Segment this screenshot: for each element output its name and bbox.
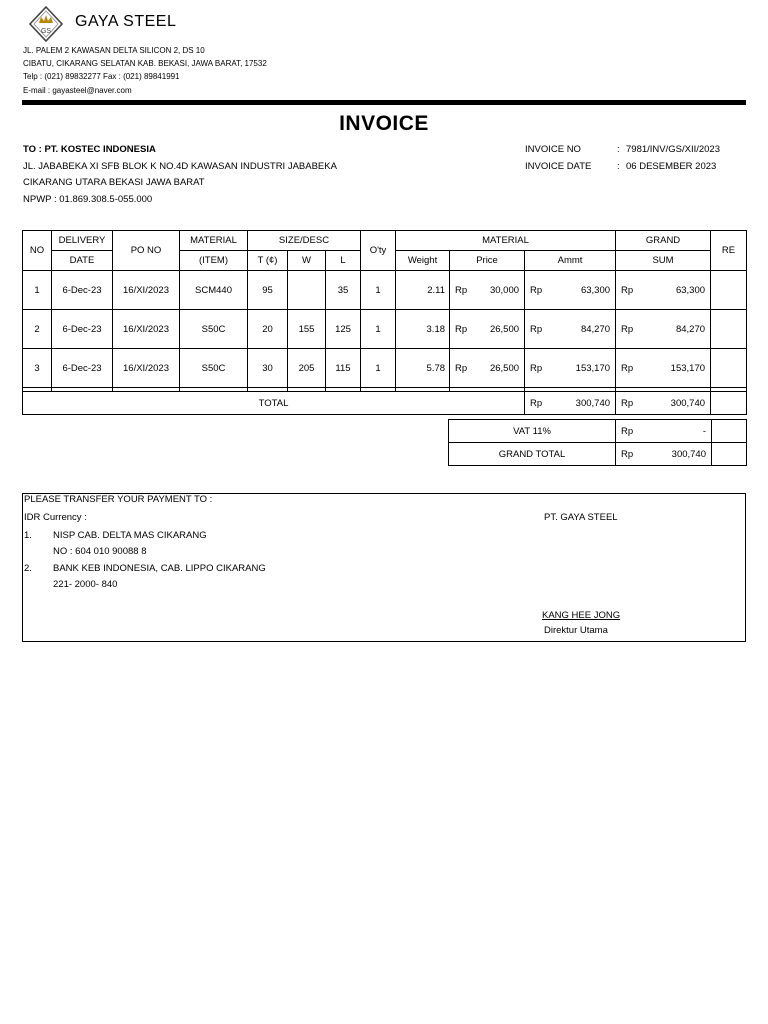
currency-label: Rp (530, 362, 543, 374)
row-item: S50C (180, 310, 248, 349)
row-t: 95 (248, 271, 288, 310)
row-re (711, 310, 747, 349)
bank1-account: NO : 604 010 90088 8 (53, 546, 147, 557)
row-price: 30,000 (489, 284, 520, 296)
header-delivery: DELIVERY (52, 231, 113, 251)
row-sum-cell (616, 349, 711, 388)
header-material: MATERIAL (180, 231, 248, 251)
total-ammt-cell (525, 392, 616, 415)
total-sum: 300,740 (670, 397, 706, 409)
vat-value: - (702, 425, 706, 437)
total-label: TOTAL (23, 392, 525, 415)
table-row (23, 271, 747, 310)
row-qty: 1 (361, 310, 396, 349)
header-size-desc: SIZE/DESC (248, 231, 361, 251)
row-price-cell (450, 310, 525, 349)
currency-label: Rp (621, 448, 634, 460)
row-qty: 1 (361, 271, 396, 310)
recipient-address-1: JL. JABABEKA XI SFB BLOK K NO.4D KAWASAN INDUSTRI JABABEKA (23, 160, 337, 172)
header-divider (22, 100, 746, 105)
row-w: 155 (288, 310, 326, 349)
header-w: W (288, 251, 326, 271)
header-no: NO (23, 231, 52, 271)
row-price: 26,500 (489, 323, 520, 335)
colon: : (617, 160, 620, 172)
invoice-no-label: INVOICE NO (525, 144, 581, 155)
total-re (711, 392, 747, 415)
currency-label: Rp (621, 425, 634, 437)
currency-label: Rp (621, 323, 634, 335)
header-weight: Weight (396, 251, 450, 271)
row-date: 6-Dec-23 (52, 310, 113, 349)
grand-total-row (449, 443, 747, 466)
row-price-cell (450, 349, 525, 388)
currency-label: Rp (455, 284, 468, 296)
row-weight: 3.18 (396, 310, 450, 349)
total-ammt: 300,740 (575, 397, 611, 409)
header-price: Price (450, 251, 525, 271)
payee-company: PT. GAYA STEEL (544, 512, 618, 523)
row-sum: 84,270 (675, 323, 706, 335)
total-row (23, 392, 747, 415)
row-sum-cell (616, 271, 711, 310)
row-po: 16/XI/2023 (113, 349, 180, 388)
recipient-address-2: CIKARANG UTARA BEKASI JAWA BARAT (23, 177, 205, 188)
currency-label: Rp (455, 323, 468, 335)
currency-label: Rp (530, 323, 543, 335)
page-title: INVOICE (339, 112, 429, 135)
row-sum: 153,170 (670, 362, 706, 374)
row-date: 6-Dec-23 (52, 271, 113, 310)
header-ammt: Ammt (525, 251, 616, 271)
recipient-npwp: NPWP : 01.869.308.5-055.000 (23, 193, 153, 205)
row-sum: 63,300 (675, 284, 706, 296)
address-line-1: JL. PALEM 2 KAWASAN DELTA SILICON 2, DS 10 (23, 46, 205, 55)
row-ammt-cell (525, 349, 616, 388)
vat-blank (712, 420, 747, 443)
currency-label: Rp (530, 284, 543, 296)
row-item: S50C (180, 349, 248, 388)
row-t: 30 (248, 349, 288, 388)
vat-value-cell (616, 420, 712, 443)
company-logo-icon (28, 6, 64, 42)
logo-text: GS (40, 28, 52, 35)
header-sum: SUM (616, 251, 711, 271)
company-name: GAYA STEEL (75, 13, 177, 30)
header-qty: O'ty (361, 231, 396, 271)
header-date: DATE (52, 251, 113, 271)
invoice-date-label: INVOICE DATE (525, 160, 592, 172)
row-l: 125 (326, 310, 361, 349)
row-qty: 1 (361, 349, 396, 388)
header-item: (ITEM) (180, 251, 248, 271)
grand-total-label: GRAND TOTAL (449, 443, 616, 466)
signer-name: KANG HEE JONG (542, 610, 621, 621)
bank1-number: 1. (24, 530, 32, 541)
vat-label: VAT 11% (449, 420, 616, 443)
signer-title: Direktur Utama (544, 625, 608, 636)
currency-label: Rp (621, 284, 634, 296)
colon: : (617, 144, 620, 155)
header-re: RE (711, 231, 747, 271)
row-po: 16/XI/2023 (113, 310, 180, 349)
recipient-block (23, 142, 337, 208)
bank2-number: 2. (24, 563, 32, 574)
items-table (22, 230, 747, 415)
header-t: T (¢) (248, 251, 288, 271)
row-no: 1 (23, 271, 52, 310)
total-sum-cell (616, 392, 711, 415)
row-no: 3 (23, 349, 52, 388)
row-w: 205 (288, 349, 326, 388)
payment-heading: PLEASE TRANSFER YOUR PAYMENT TO : (24, 494, 213, 505)
row-t: 20 (248, 310, 288, 349)
row-po: 16/XI/2023 (113, 271, 180, 310)
row-ammt: 153,170 (575, 362, 611, 374)
table-row (23, 349, 747, 388)
row-w (288, 271, 326, 310)
currency-label: Rp (530, 397, 543, 409)
row-item: SCM440 (180, 271, 248, 310)
summary-table (448, 419, 747, 466)
row-weight: 5.78 (396, 349, 450, 388)
row-weight: 2.11 (396, 271, 450, 310)
table-row (23, 310, 747, 349)
vat-row (449, 420, 747, 443)
grand-total-blank (712, 443, 747, 466)
row-re (711, 271, 747, 310)
invoice-no-value: 7981/INV/GS/XII/2023 (626, 144, 721, 155)
invoice-date-value: 06 DESEMBER 2023 (626, 160, 717, 172)
row-price-cell (450, 271, 525, 310)
bank2-name: BANK KEB INDONESIA, CAB. LIPPO CIKARANG (53, 563, 266, 574)
row-ammt-cell (525, 310, 616, 349)
recipient-name: TO : PT. KOSTEC INDONESIA (23, 144, 156, 155)
row-re (711, 349, 747, 388)
row-sum-cell (616, 310, 711, 349)
invoice-meta (525, 142, 720, 175)
row-price: 26,500 (489, 362, 520, 374)
currency-label: Rp (621, 397, 634, 409)
payment-currency: IDR Currency : (24, 512, 87, 523)
row-no: 2 (23, 310, 52, 349)
header-po-no: PO NO (113, 231, 180, 271)
bank2-account: 221- 2000- 840 (53, 579, 118, 590)
header-grand: GRAND (616, 231, 711, 251)
row-date: 6-Dec-23 (52, 349, 113, 388)
bank1-name: NISP CAB. DELTA MAS CIKARANG (53, 530, 207, 541)
header-row-1 (23, 231, 747, 251)
payment-box (22, 493, 746, 642)
row-l: 115 (326, 349, 361, 388)
currency-label: Rp (455, 362, 468, 374)
phone-line: Telp : (021) 89832277 Fax : (021) 89841991 (23, 72, 180, 81)
currency-label: Rp (621, 362, 634, 374)
header-l: L (326, 251, 361, 271)
header-material-group: MATERIAL (396, 231, 616, 251)
grand-total-cell (616, 443, 712, 466)
email-line: E-mail : gayasteel@naver.com (23, 86, 132, 95)
row-ammt: 63,300 (580, 284, 611, 296)
row-ammt: 84,270 (580, 323, 611, 335)
row-ammt-cell (525, 271, 616, 310)
address-line-2: CIBATU, CIKARANG SELATAN KAB. BEKASI, JAWA BARAT, 17532 (23, 59, 267, 68)
grand-total-value: 300,740 (671, 448, 706, 460)
row-l: 35 (326, 271, 361, 310)
